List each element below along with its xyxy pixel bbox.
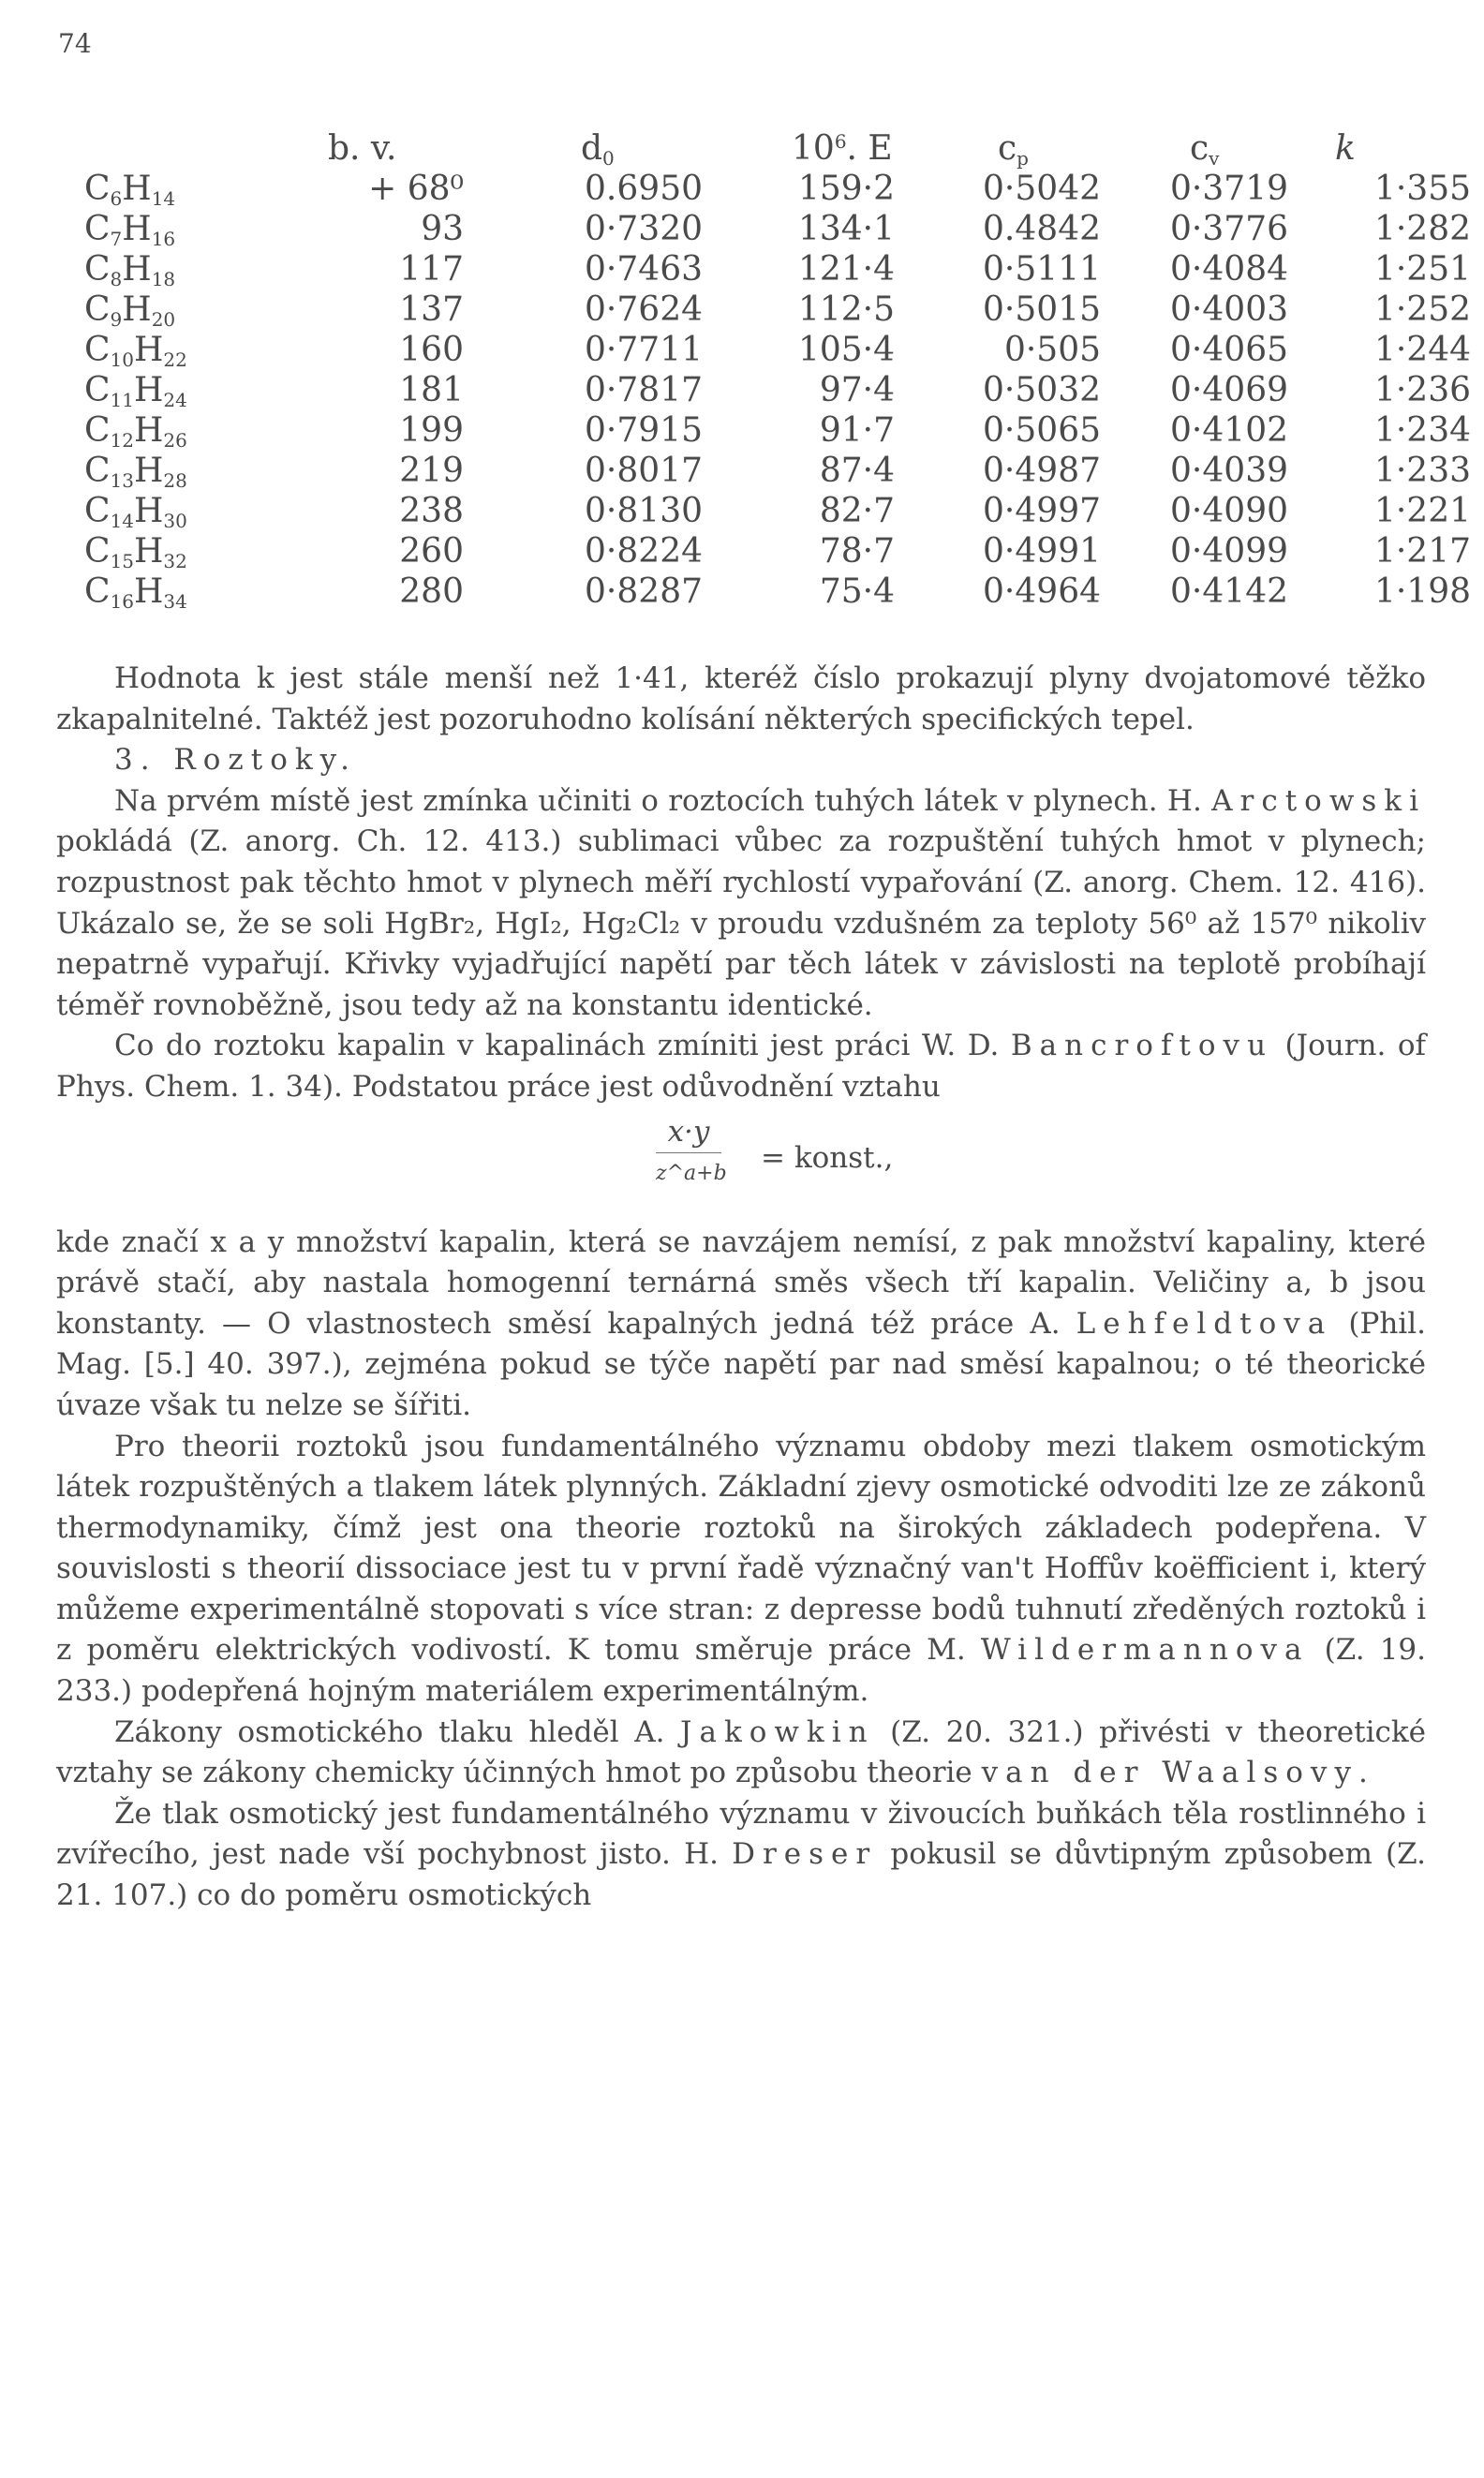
formula-cell: $C_{13}H_{28}$ (84, 452, 187, 492)
header-density: $d_0$ (581, 129, 615, 170)
cell-boiling-point: 219 (399, 452, 464, 490)
cell-cp: 0·505 (1003, 331, 1101, 369)
cell-boiling-point: 238 (399, 492, 464, 530)
cell-cp: 0·5111 (983, 250, 1101, 289)
cell-coefficient: 87·4 (819, 452, 895, 490)
cell-density: 0·8017 (585, 452, 703, 490)
page-number: 74 (58, 28, 92, 59)
formula-cell: $C_9H_{20}$ (84, 290, 176, 331)
cell-boiling-point: 93 (421, 210, 464, 248)
cell-cp: 0·4991 (983, 532, 1101, 571)
header-boiling-point: b. v. (328, 129, 397, 168)
paragraph: Hodnota k jest stále menší než 1·41, kteréž číslo prokazují plyny dvojatomové těžko zkapalnitelné. Taktéž jest pozoruhodno kolísání některých specifických tepel. (56, 661, 1426, 736)
cell-cp: 0·5032 (983, 371, 1101, 409)
formula-cell: $C_7H_{16}$ (84, 210, 176, 250)
cell-cv: 0·4065 (1170, 331, 1288, 369)
cell-density: 0·8287 (585, 572, 703, 611)
cell-boiling-point: 199 (399, 411, 464, 450)
cell-density: 0·7817 (585, 371, 703, 409)
cell-density: 0·7624 (585, 290, 703, 329)
cell-cv: 0·4003 (1170, 290, 1288, 329)
cell-k: 1·251 (1373, 250, 1471, 289)
formula-cell: $C_{11}H_{24}$ (84, 371, 187, 411)
formula-rhs: = konst., (761, 1140, 894, 1175)
table-row (84, 572, 1471, 613)
table-row (84, 170, 1471, 210)
header-cv: $c_v$ (1190, 129, 1220, 170)
cell-cp: 0·4997 (983, 492, 1101, 530)
table-row (84, 331, 1471, 371)
cell-density: 0·8224 (585, 532, 703, 571)
cell-coefficient: 105·4 (797, 331, 895, 369)
cell-coefficient: 112·5 (797, 290, 895, 329)
cell-cv: 0·4142 (1170, 572, 1288, 611)
cell-k: 1·234 (1373, 411, 1471, 450)
cell-cv: 0·4090 (1170, 492, 1288, 530)
cell-coefficient: 134·1 (797, 210, 895, 248)
header-k: k (1335, 129, 1356, 168)
section-heading: 3. Roztoky. (114, 743, 357, 778)
formula-cell: $C_{16}H_{34}$ (84, 572, 187, 613)
table-row (84, 492, 1471, 532)
table-header (84, 129, 1396, 170)
cell-boiling-point: 280 (399, 572, 464, 611)
formula-cell: $C_{15}H_{32}$ (84, 532, 187, 572)
cell-cv: 0·4084 (1170, 250, 1288, 289)
cell-k: 1·221 (1373, 492, 1471, 530)
cell-cp: 0·4964 (983, 572, 1101, 611)
formula-fraction: x·y z^a+b (656, 1112, 721, 1194)
header-coefficient: $10^6$. E (792, 129, 893, 168)
cell-boiling-point: 260 (399, 532, 464, 571)
cell-boiling-point: 160 (399, 331, 464, 369)
cell-cv: 0·4039 (1170, 452, 1288, 490)
cell-k: 1·252 (1373, 290, 1471, 329)
formula (56, 1112, 1426, 1215)
cell-coefficient: 91·7 (819, 411, 895, 450)
cell-k: 1·244 (1373, 331, 1471, 369)
cell-cp: 0.4842 (983, 210, 1101, 248)
cell-cp: 0·5065 (983, 411, 1101, 450)
cell-k: 1·355 (1373, 170, 1471, 208)
formula-cell: $C_{12}H_{26}$ (84, 411, 187, 452)
cell-coefficient: 75·4 (819, 572, 895, 611)
cell-k: 1·233 (1373, 452, 1471, 490)
cell-k: 1·217 (1373, 532, 1471, 571)
cell-cp: 0·5015 (983, 290, 1101, 329)
paragraph: Pro theorii roztoků jsou fundamentálného významu obdoby mezi tlakem osmotickým látek rozpuštěných a tlakem látek plynných. Základní zjevy osmotické odvoditi lze ze zákonů thermodynamiky, čímž jest ona theorie roztoků na širokých základech podepřena. V souvislosti s theorií dissociace jest tu v první řadě význačný van't Hoffův koëfficient i, který můžeme experimentálně stopovati s více stran: z depresse bodů tuhnutí zředěných roztoků i z poměru elektrických vodivostí. K tomu směruje práce M. Wildermannova (Z. 19. 233.) podepřená hojným materiálem experimentálným. (56, 1429, 1426, 1709)
cell-coefficient: 159·2 (797, 170, 895, 208)
data-table (84, 129, 1471, 613)
cell-coefficient: 82·7 (819, 492, 895, 530)
cell-boiling-point: 181 (399, 371, 464, 409)
cell-boiling-point: 117 (399, 250, 464, 289)
cell-cv: 0·3776 (1170, 210, 1288, 248)
cell-coefficient: 121·4 (797, 250, 895, 289)
table-row (84, 290, 1471, 331)
cell-k: 1·282 (1373, 210, 1471, 248)
formula-cell: $C_8H_{18}$ (84, 250, 176, 290)
cell-cv: 0·3719 (1170, 170, 1288, 208)
cell-k: 1·198 (1373, 572, 1471, 611)
cell-cv: 0·4099 (1170, 532, 1288, 571)
cell-density: 0·8130 (585, 492, 703, 530)
formula-cell: $C_{14}H_{30}$ (84, 492, 187, 532)
paragraph: kde značí x a y množství kapalin, která se navzájem nemísí, z pak množství kapaliny, které právě stačí, aby nastala homogenní ternárná směs všech tří kapalin. Veličiny a, b jsou konstanty. — O vlastnostech směsí kapalných jedná též práce A. Lehfeldtova (Phil. Mag. [5.] 40. 397.), zejména pokud se týče napětí par nad směsí kapalnou; o té theorické úvaze však tu nelze se šířiti. (56, 1224, 1426, 1422)
cell-cp: 0·5042 (983, 170, 1101, 208)
cell-density: 0.6950 (585, 170, 703, 208)
cell-boiling-point: + 68⁰ (368, 170, 464, 208)
table-row (84, 371, 1471, 411)
header-cp: $c_p$ (998, 129, 1029, 170)
cell-density: 0·7711 (585, 331, 703, 369)
cell-coefficient: 97·4 (819, 371, 895, 409)
table-row (84, 210, 1471, 250)
paragraph: Že tlak osmotický jest fundamentálného významu v živoucích buňkách těla rostlinného i zvířecího, jest nade vší pochybnost jisto. H. Dreser pokusil se důvtipným způsobem (Z. 21. 107.) co do poměru osmotických (56, 1796, 1426, 1913)
cell-k: 1·236 (1373, 371, 1471, 409)
cell-density: 0·7320 (585, 210, 703, 248)
cell-density: 0·7915 (585, 411, 703, 450)
table-row (84, 452, 1471, 492)
paragraph: Na prvém místě jest zmínka učiniti o roztocích tuhých látek v plynech. H. Arctowski pokládá (Z. anorg. Ch. 12. 413.) sublimaci vůbec za rozpuštění tuhých hmot v plynech; rozpustnost pak těchto hmot v plynech měří rychlostí vypařování (Z. anorg. Chem. 12. 416). Ukázalo se, že se soli HgBr₂, HgI₂, Hg₂Cl₂ v proudu vzdušném za teploty 56⁰ až 157⁰ nikoliv nepatrně vypařují. Křivky vyjadřující napětí par těch látek v závislosti na teplotě probíhají téměř rovnoběžně, jsou tedy až na konstantu identické. (56, 783, 1426, 1022)
cell-density: 0·7463 (585, 250, 703, 289)
paragraph: Zákony osmotického tlaku hleděl A. Jakowkin (Z. 20. 321.) přivésti v theoretické vztahy se zákony chemicky účinných hmot po způsobu theorie van der Waalsovy. (56, 1714, 1426, 1790)
body-text (56, 659, 1426, 1917)
formula-cell: $C_6H_{14}$ (84, 170, 176, 210)
table-row (84, 411, 1471, 452)
cell-coefficient: 78·7 (819, 532, 895, 571)
table-row (84, 250, 1471, 290)
cell-cv: 0·4069 (1170, 371, 1288, 409)
formula-cell: $C_{10}H_{22}$ (84, 331, 187, 371)
table-row (84, 532, 1471, 572)
cell-cp: 0·4987 (983, 452, 1101, 490)
cell-cv: 0·4102 (1170, 411, 1288, 450)
cell-boiling-point: 137 (399, 290, 464, 329)
paragraph: Co do roztoku kapalin v kapalinách zmíniti jest práci W. D. Bancroftovu (Journ. of Phys. Chem. 1. 34). Podstatou práce jest odůvodnění vztahu (56, 1029, 1427, 1104)
